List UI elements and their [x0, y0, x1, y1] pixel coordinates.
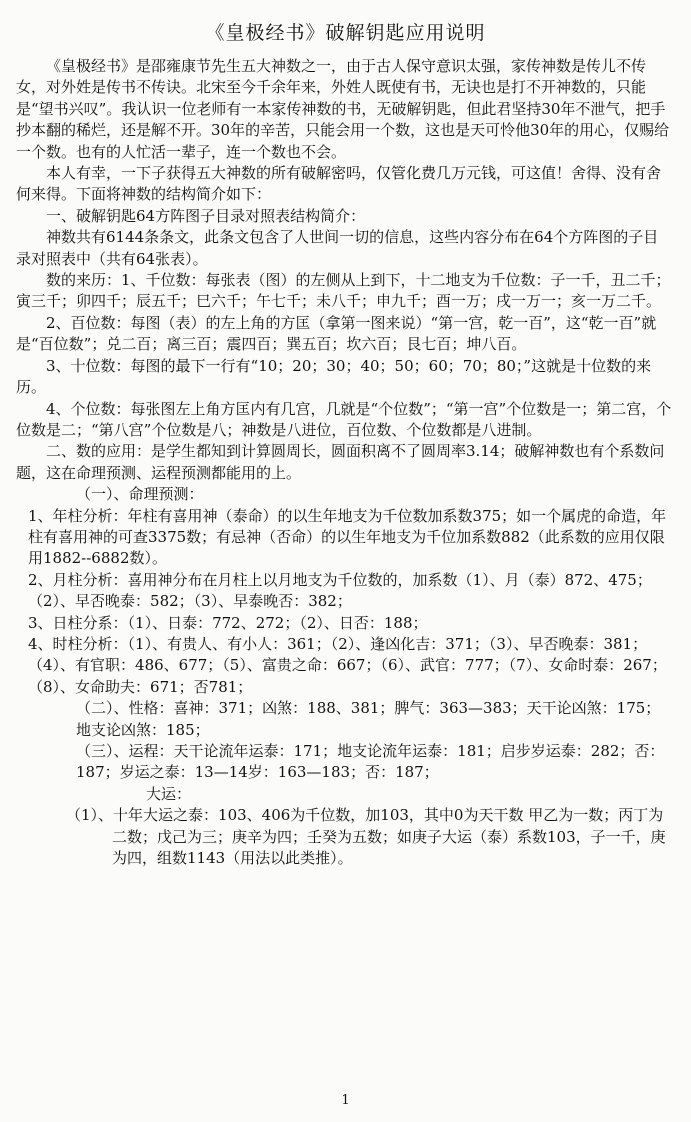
thousands-digit-paragraph: 数的来历：1、千位数：每张表（图）的左侧从上到下，十二地支为千位数：子一千，丑二千；寅三千；卯四千；辰五千；巳六千；午七千；未八千；申九千；酉一万；戌一万一；亥一万二千。	[16, 271, 671, 311]
intro-paragraph-1: 《皇极经书》是邵雍康节先生五大神数之一，由于古人保守意识太强，家传神数是传儿不传女，对外姓是传书不传诀。北宋至今千余年来，外姓人既使有书，无诀也是打不开神数的，只能是“望书兴叹”。我认识一位老师有一本家传神数的书，无破解钥匙，但此君坚持30年不泄气，把手抄本翻的稀烂，还是解不开。30年的辛苦，只能会用一个数，这也是天可怜他30年的用心，仅赐给一个数。也有的人忙活一辈子，连一个数也不会。	[16, 57, 670, 161]
page-number: 1	[341, 1093, 350, 1108]
hour-pillar-analysis: 4、时柱分析：（1）、有贵人、有小人：361；（2）、逢凶化吉：371；（3）、早否晚泰：381；（4）、有官职：486、677；（5）、富贵之命：667；（6）、武官：777；（7）、女命时泰：267；（8）、女命助夫：671；否781；	[28, 634, 667, 696]
document-body	[16, 56, 672, 869]
year-pillar-analysis: 1、年柱分析：年柱有喜用神（泰命）的以生年地支为千位数加系数375；如一个属虎的命造，年柱有喜用神的可查3375数；有忌神（否命）的以生年地支为千位加系数882（此系数的应用仅限用1882--6882数）。	[28, 506, 667, 568]
section1-heading: 一、破解钥匙64方阵图子目录对照表结构简介：	[46, 206, 366, 225]
major-luck-body: （1）、十年大运之泰：103、406为千位数，加103，其中0为天干数 甲乙为一数；丙丁为二数；戊己为三；庚辛为四；壬癸为五数；如庚子大运（泰）系数103，子一千，庚为四，组数1143（用法以此类推）。	[66, 806, 666, 868]
luck-section	[76, 741, 672, 784]
units-digit-paragraph: 4、个位数：每张图左上角方匡内有几宫，几就是“个位数”；“第一宫”个位数是一；第二宫，个位数是二；“第八宫”个位数是八；神数是八进位，百位数、个位数都是八进制。	[16, 399, 672, 439]
month-pillar-analysis: 2、月柱分析：喜用神分布在月柱上以月地支为千位数的，加系数（1）、月（泰）872、475；（2）、早否晚泰：582；（3）、早泰晚否：382；	[28, 570, 652, 611]
character-section	[76, 698, 672, 741]
tens-digit-paragraph: 3、十位数：每图的最下一行有“10；20；30；40；50；60；70；80；”这就是十位数的来历。	[16, 356, 652, 397]
major-luck-label: 大运：	[146, 784, 192, 803]
section2-heading: 二、数的应用：是学生都知到计算圆周长，圆面积离不了圆周率3.14；破解神数也有个系数问题，这在命理预测、运程预测都能用的上。	[16, 442, 665, 482]
character-body: 喜神：371；凶煞：188、381；脾气：363—383；天干论凶煞：175；地支论凶煞：185；	[76, 699, 661, 739]
intro-paragraph-2: 本人有幸，一下子获得五大神数的所有破解密吗，仅管化费几万元钱，可这值！舍得、没有舍何来得。下面将神数的结构简介如下：	[16, 164, 662, 204]
document-title: 《皇极经书》破解钥匙应用说明	[205, 22, 486, 44]
section1-paragraph: 神数共有6144条条文，此条文包含了人世间一切的信息，这些内容分布在64个方阵图的子目录对照表中（共有64张表）。	[16, 228, 659, 268]
character-label: （二）、性格：	[76, 699, 174, 718]
hundreds-digit-paragraph: 2、百位数：每图（表）的左上角的方匡（拿第一图来说）“第一宫，乾一百”，这“乾一百”就是“百位数”；兑二百；离三百；震四百；巽五百；坎六百；艮七百；坤八百。	[16, 313, 657, 354]
fate-prediction-heading: （一）、命理预测：	[76, 485, 204, 504]
luck-label: （三）、运程：	[76, 742, 174, 760]
luck-body: 天干论流年运泰：171；地支论流年运泰：181；启步岁运泰：282；否：187；岁运之泰：13—14岁：163—183；否：187；	[76, 742, 665, 782]
day-pillar-analysis: 3、日柱分系：（1）、日泰：772、272；（2）、日否：188；	[28, 613, 428, 632]
